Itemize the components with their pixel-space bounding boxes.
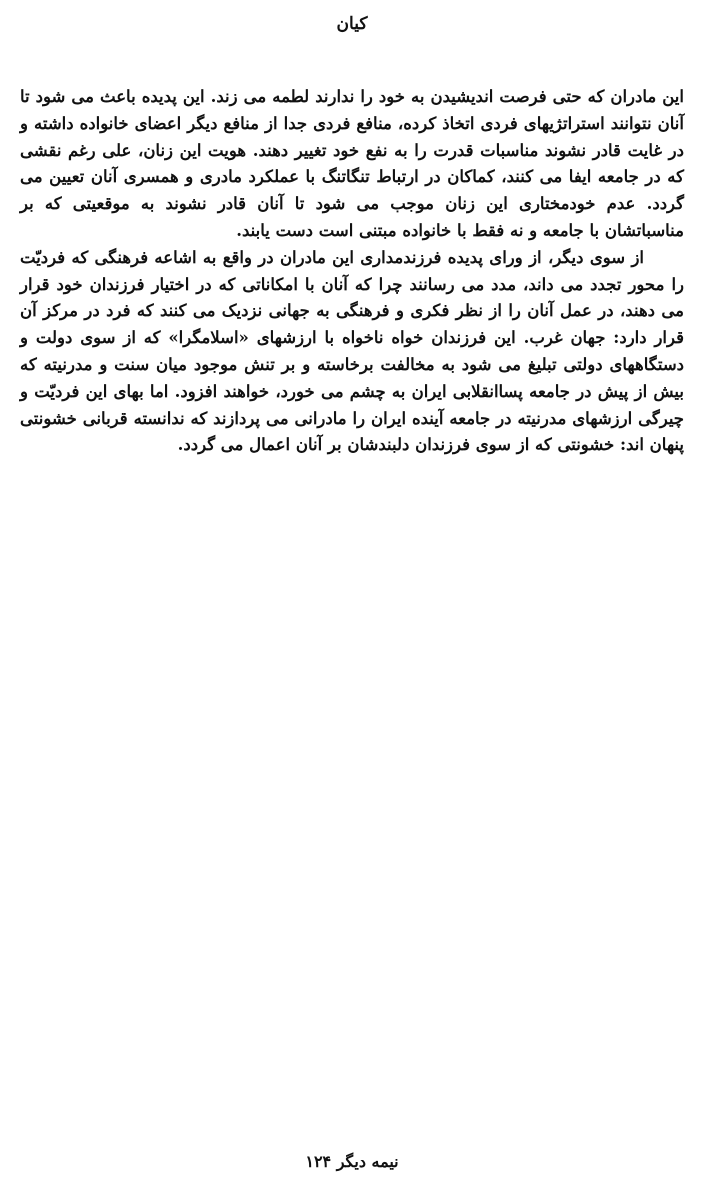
page-footer: نیمه دیگر ۱۲۴ [305,1152,399,1171]
paragraph-1: این مادران که حتی فرصت اندیشیدن به خود را ندارند لطمه می زند. این پدیده باعث می شود تا آنان نتوانند استراتژیهای فردی اتخاذ کرده، منافع فردی جدا از منافع دیگر اعضای خانواده داشته و در غایت قادر نشوند مناسبات قدرت را به نفع خود تغییر دهند. هویت این زنان، علی رغم نقشی که در جامعه ایفا می کنند، کماکان در ارتباط تنگاتنگ با عملکرد مادری و همسری آنان تعیین می گردد. عدم خودمختاری این زنان موجب می شود تا آنان قادر نشوند به موقعیتی که بر مناسباتشان با جامعه و نه فقط با خانواده مبتنی است دست یابند. [20,87,684,240]
article-body [20,84,684,459]
paragraph-2: از سوی دیگر، از ورای پدیده فرزندمداری این مادران در واقع به اشاعه فرهنگی که فردیّت را محور تجدد می داند، مدد می رسانند چرا که آنان با امکاناتی که در اختیار فرزندان خود قرار می دهند، در عمل آنان را از نظر فکری و فرهنگی به جهانی نزدیک می کنند که فرد در مرکز آن قرار دارد: جهان غرب. این فرزندان خواه ناخواه با ارزشهای «اسلامگرا» که از سوی دولت و دستگاههای دولتی تبلیغ می شود به مخالفت برخاسته و بر تنش موجود میان سنت و مدرنیته که بیش از پیش در جامعه پساانقلابی ایران به چشم می خورد، خواهند افزود. اما بهای این فردیّت و چیرگی ارزشهای مدرنیته در جامعه آینده ایران را مادرانی می پردازند که ندانسته قربانی خشونتی پنهان اند: خشونتی که از سوی فرزندان دلبندشان بر آنان اعمال می گردد. [20,247,684,455]
running-header: کیان [336,14,368,34]
